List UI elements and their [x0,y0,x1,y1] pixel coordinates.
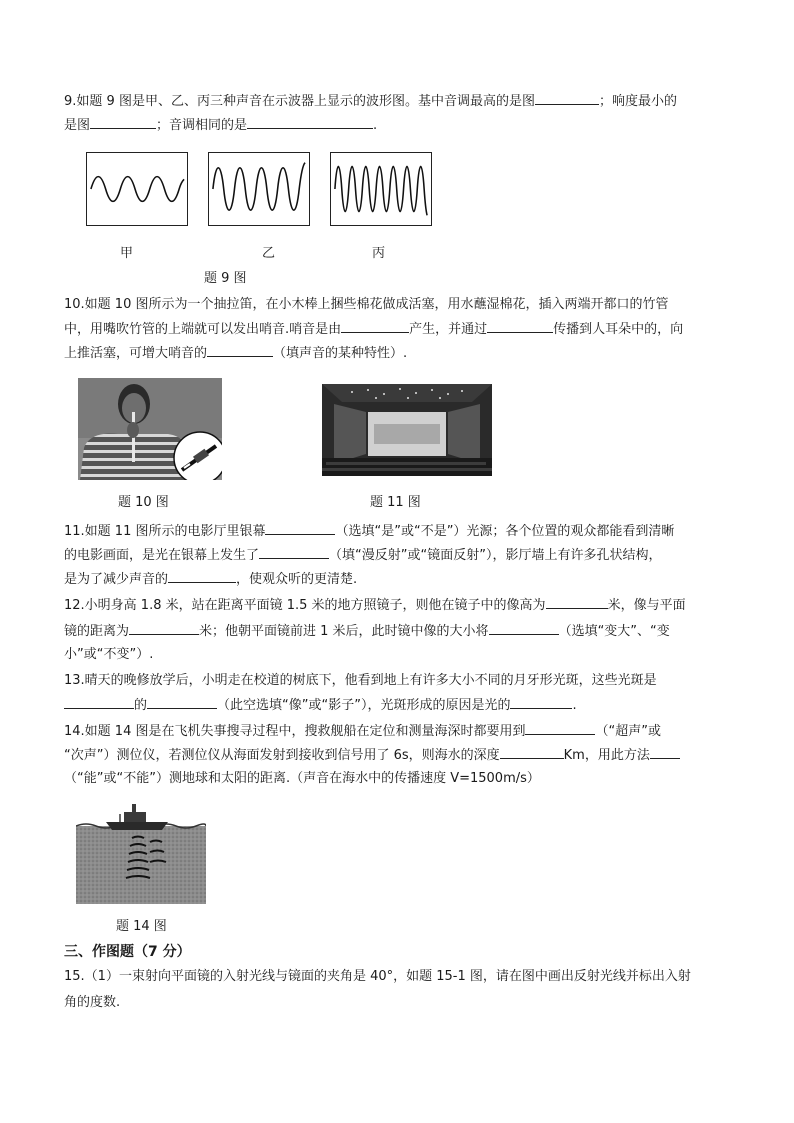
waveform-bing [330,152,432,226]
waveform-yi [208,152,310,226]
q13-blank-subject [64,696,134,709]
q9-line-2: 是图 ；音调相同的是 . [64,118,378,133]
label-jia: 甲 [120,246,134,261]
q14-line-3: （“能”或“不能”）测地球和太阳的距离.（声音在海水中的传播速度 V=1500m/s） [64,771,540,786]
photo-boy-playing-flute [78,378,222,480]
q11-line-2: 的电影画面，是光在银幕上发生了 （填“漫反射”或“镜面反射”），影厅墙上有许多孔状结构， [64,548,662,563]
q10-blank-property [207,344,273,357]
q12-line-3: 小”或“不变”）. [64,647,154,662]
q12-blank-size-change [489,622,559,635]
q11-blank-reflection [259,546,329,559]
q11-line-3: 是为了减少声音的 ，使观众听的更清楚. [64,572,358,587]
q14-blank-sonar-type [525,722,595,735]
section-3-heading: 三、作图题（7 分） [64,944,191,960]
q11-blank-echo [168,570,236,583]
label-bing: 丙 [372,246,386,261]
q15-line-2: 角的度数. [64,995,121,1010]
q14-blank-method-ok [650,746,680,759]
photo-sonar-ship [76,800,206,904]
q14-line-1: 14.如题 14 图是在飞机失事搜寻过程中，搜救舰船在定位和测量海深时都要用到 （“超声”或 [64,724,661,739]
waveform-jia [86,152,188,226]
waveform-jia-curve [91,177,184,202]
waveform-yi-curve [213,163,305,210]
waveform-bing-curve [335,166,427,215]
q15-line-1: 15.（1）一束射向平面镜的入射光线与镜面的夹角是 40°，如题 15-1 图，请在图中画出反射光线并标出入射 [64,969,691,984]
q10-blank-source [341,320,409,333]
q13-line-1: 13.晴天的晚修放学后，小明走在校道的树底下，他看到地上有许多大小不同的月牙形光斑，这些光斑是 [64,673,657,688]
q10-line-3: 上推活塞，可增大哨音的 （填声音的某种特性）. [64,346,408,361]
q12-line-1: 12.小明身高 1.8 米，站在距离平面镜 1.5 米的地方照镜子，则他在镜子中的像高为 米，像与平面 [64,598,686,613]
q9-line-1: 9.如题 9 图是甲、乙、丙三种声音在示波器上显示的波形图。基中音调最高的是图 ；响度最小的 [64,94,677,109]
q12-line-2: 镜的距离为 米；他朝平面镜前进 1 米后，此时镜中像的大小将 （选填“变大”、“变 [64,624,670,639]
photo-cinema-hall [322,384,492,476]
q10-line-2: 中，用嘴吹竹管的上端就可以发出哨音.哨音是由 产生，并通过 传播到人耳朵中的，向 [64,322,684,337]
q14-line-2: “次声”）测位仪，若测位仪从海面发射到接收到信号用了 6s，则海水的深度 Km，用此方法 [64,746,680,765]
q9-blank-highest-pitch [535,92,599,105]
q9-blank-lowest-loudness [90,116,156,129]
q10-blank-medium [487,320,553,333]
q13-line-2: 的 （此空选填“像”或“影子”），光斑形成的原因是光的 . [64,696,577,715]
q11-line-1: 11.如题 11 图所示的电影厅里银幕 （选填“是”或“不是”）光源；各个位置的观众都能看到清晰 [64,524,675,539]
q9-caption: 题 9 图 [204,271,247,286]
label-yi: 乙 [262,246,276,261]
waveform-bing-plot [331,153,431,225]
photo-ship-illustration [76,800,206,904]
waveform-yi-plot [209,153,309,225]
q13-blank-image-or-shadow [147,696,217,709]
q12-blank-distance [129,622,199,635]
q12-blank-image-height [546,596,608,609]
q10-line-1: 10.如题 10 图所示为一个抽拉笛，在小木棒上捆些棉花做成活塞，用水蘸湿棉花，插入两端开都口的竹管 [64,297,669,312]
q14-blank-depth [500,746,564,759]
photo-boy-illustration [78,378,222,480]
q11-caption: 题 11 图 [370,495,421,510]
q13-blank-cause [510,696,572,709]
q9-blank-same-pitch [247,116,373,129]
photo-cinema-illustration [322,384,492,476]
q11-blank-light-source [265,522,335,535]
waveform-jia-plot [87,153,187,225]
q14-caption: 题 14 图 [116,919,167,934]
q10-caption: 题 10 图 [118,495,169,510]
